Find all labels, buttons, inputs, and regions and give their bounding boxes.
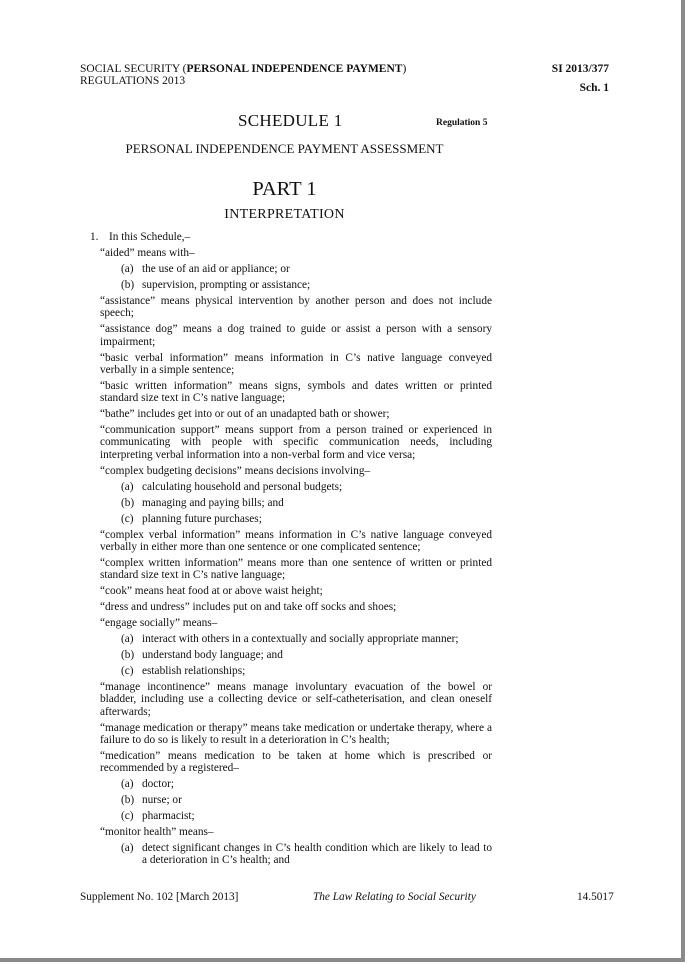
item-text: detect significant changes in C’s health condition which are likely to lead to a deterioration in C’s health; and <box>142 842 492 867</box>
definition-manage-medication: “manage medication or therapy” means take medication or undertake therapy, where a failure to do so is likely to result in a deterioration in C’s health; <box>100 721 492 746</box>
list-item <box>121 481 492 493</box>
schedule-heading: SCHEDULE 1 <box>238 111 343 130</box>
regulation-reference: Regulation 5 <box>436 118 488 128</box>
definition-complex-budgeting: “complex budgeting decisions” means decisions involving– <box>100 464 371 477</box>
list-item <box>121 842 492 867</box>
item-text: nurse; or <box>142 794 182 807</box>
schedule-reference: Sch. 1 <box>579 82 609 94</box>
item-text: calculating household and personal budgets; <box>142 480 343 493</box>
item-label: (b) <box>121 649 135 662</box>
part-heading: PART 1 <box>252 178 317 200</box>
list-item <box>121 778 492 790</box>
definition-assistance: “assistance” means physical intervention by another person and does not include speech; <box>100 294 492 320</box>
definition-aided: “aided” means with– <box>100 246 195 259</box>
interpretation-heading: INTERPRETATION <box>224 207 345 222</box>
item-text: pharmacist; <box>142 810 195 823</box>
list-item <box>121 649 492 661</box>
definition-bathe: “bathe” includes get into or out of an unadapted bath or shower; <box>100 408 390 421</box>
definition-communication-support: “communication support” means support from a person trained or experienced in communicating with people with specific communication needs, including interpreting verbal information into a non-verbal form and vice versa; <box>100 424 492 461</box>
item-label: (c) <box>121 665 134 678</box>
item-text: establish relationships; <box>142 665 246 678</box>
list-item <box>121 279 492 291</box>
footer-publication: The Law Relating to Social Security <box>313 891 476 903</box>
header-suffix: ) <box>402 63 407 75</box>
list-item <box>121 513 492 525</box>
list-item <box>121 665 492 677</box>
item-label: (a) <box>121 842 134 855</box>
item-text: managing and paying bills; and <box>142 496 284 509</box>
item-text: the use of an aid or appliance; or <box>142 262 290 275</box>
definition-monitor-health: “monitor health” means– <box>100 826 214 839</box>
footer-page-number: 14.5017 <box>577 891 614 903</box>
item-label: (b) <box>121 496 135 509</box>
definition-engage-socially: “engage socially” means– <box>100 617 218 630</box>
item-label: (b) <box>121 278 135 291</box>
list-item <box>121 810 492 822</box>
schedule-body <box>90 231 492 870</box>
header-regulations-year: REGULATIONS 2013 <box>80 75 186 87</box>
item-label: (c) <box>121 810 134 823</box>
paragraph-number: 1. <box>90 231 99 243</box>
item-label: (c) <box>121 512 134 525</box>
definition-medication: “medication” means medication to be taken at home which is prescribed or recommended by a registered– <box>100 749 492 775</box>
definition-cook: “cook” means heat food at or above waist height; <box>100 585 323 598</box>
si-number: SI 2013/377 <box>551 63 609 75</box>
definition-complex-verbal: “complex verbal information” means information in C’s native language conveyed verbally in either more than one sentence or one complicated sentence; <box>100 528 492 553</box>
footer-supplement: Supplement No. 102 [March 2013] <box>80 891 239 903</box>
item-label: (b) <box>121 794 135 807</box>
intro-text: In this Schedule,– <box>109 231 191 243</box>
list-item <box>121 794 492 806</box>
definition-manage-incontinence: “manage incontinence” means manage involuntary evacuation of the bowel or bladder, including use a collecting device or self-catheterisation, and clean oneself afterwards; <box>100 681 492 718</box>
running-header-title <box>80 63 406 87</box>
item-label: (a) <box>121 480 134 493</box>
header-prefix: SOCIAL SECURITY ( <box>80 63 187 75</box>
header-bold-title: PERSONAL INDEPENDENCE PAYMENT <box>186 63 403 75</box>
item-text: planning future purchases; <box>142 512 262 525</box>
list-item <box>121 633 492 645</box>
list-item <box>121 497 492 509</box>
item-label: (a) <box>121 633 134 646</box>
intro-paragraph <box>90 231 492 243</box>
item-text: understand body language; and <box>142 649 283 662</box>
item-label: (a) <box>121 262 134 275</box>
definition-basic-written: “basic written information” means signs, symbols and dates written or printed standard size text in C’s native language; <box>100 379 492 405</box>
item-label: (a) <box>121 778 134 791</box>
definition-assistance-dog: “assistance dog” means a dog trained to guide or assist a person with a sensory impairment; <box>100 323 492 348</box>
list-item <box>121 263 492 275</box>
definition-basic-verbal: “basic verbal information” means information in C’s native language conveyed verbally in a simple sentence; <box>100 351 492 376</box>
item-text: interact with others in a contextually and socially appropriate manner; <box>142 633 459 646</box>
assessment-heading: PERSONAL INDEPENDENCE PAYMENT ASSESSMENT <box>125 141 444 156</box>
definition-complex-written: “complex written information” means more than one sentence of written or printed standard size text in C’s native language; <box>100 556 492 582</box>
item-text: supervision, prompting or assistance; <box>142 278 311 291</box>
definition-dress: “dress and undress” includes put on and take off socks and shoes; <box>100 601 397 614</box>
item-text: doctor; <box>142 778 174 791</box>
